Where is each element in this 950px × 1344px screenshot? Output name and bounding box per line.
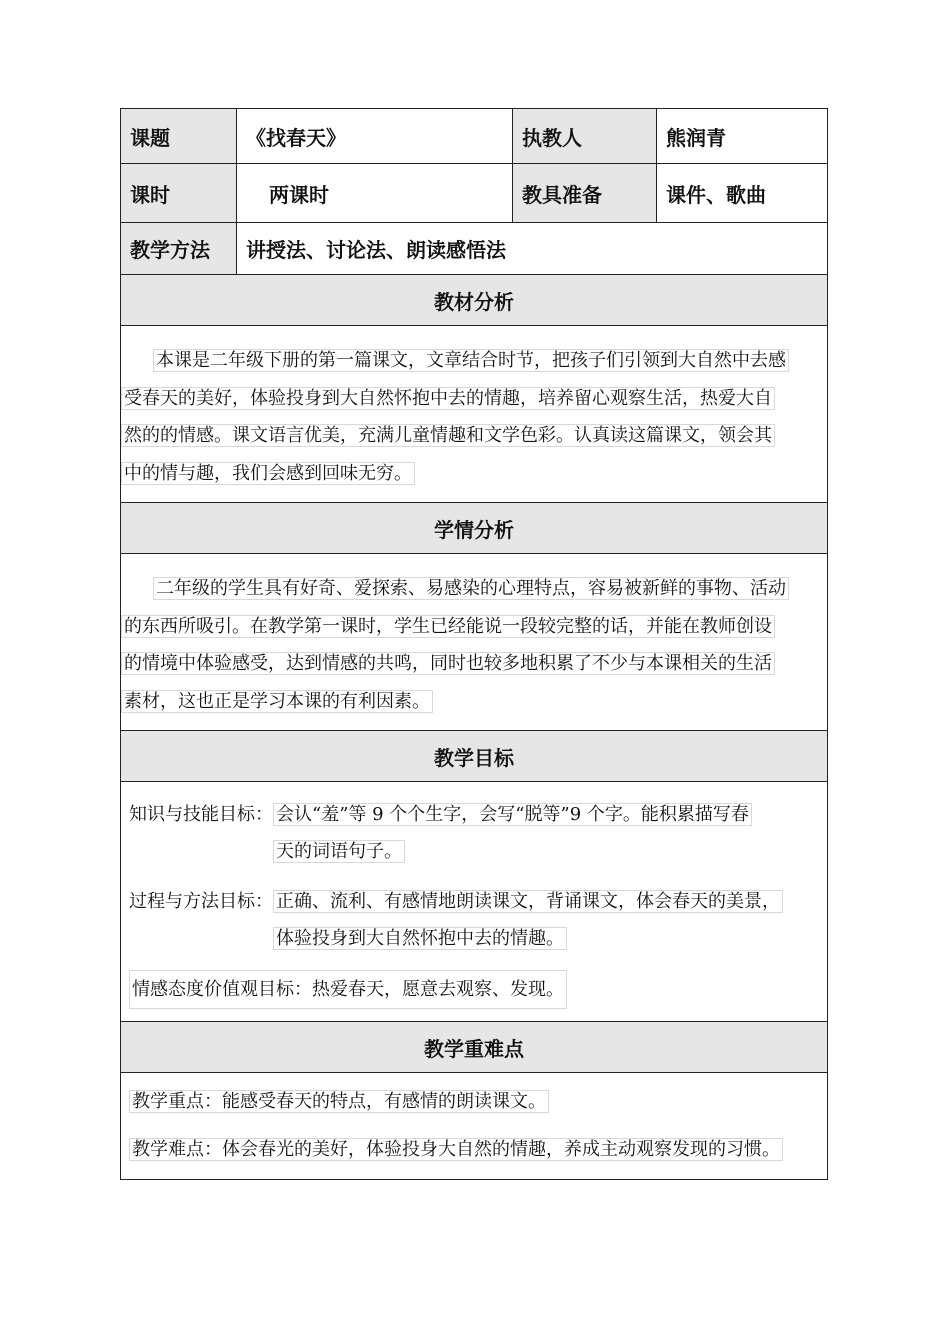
row-students-title	[121, 503, 828, 554]
row-goals-body	[121, 782, 828, 1022]
hours-value: 两课时	[237, 164, 513, 223]
method-value: 讲授法、讨论法、朗读感悟法	[237, 223, 828, 275]
row-topic	[121, 109, 828, 164]
teacher-value: 熊润青	[657, 109, 828, 164]
goal-label: 过程与方法目标：	[129, 891, 273, 912]
goal-item	[129, 883, 827, 957]
goal-text: 热爱春天，愿意去观察、发现。	[312, 979, 564, 1000]
hours-label: 课时	[121, 164, 237, 223]
goal-text: 会认“羞”等 9 个个生字，会写“脱等”9 个字。能积累描写春	[273, 803, 752, 826]
focus-point: 教学重点：能感受春天的特点，有感情的朗读课文。	[129, 1090, 549, 1113]
goal-item	[129, 970, 827, 1009]
goal-text: 天的词语句子。	[273, 840, 405, 863]
goal-label: 情感态度价值观目标：	[132, 979, 312, 1000]
row-students-body	[121, 554, 828, 731]
goals-title: 教学目标	[121, 731, 828, 782]
students-title: 学情分析	[121, 503, 828, 554]
topic-label: 课题	[121, 109, 237, 164]
row-keypoints-body	[121, 1073, 828, 1180]
tools-label: 教具准备	[513, 164, 657, 223]
material-line: 受春天的美好，体验投身到大自然怀抱中去的情趣，培养留心观察生活，热爱大自	[121, 387, 775, 410]
material-paragraph	[121, 326, 828, 503]
row-method	[121, 223, 828, 275]
row-goals-title	[121, 731, 828, 782]
goal-item	[129, 796, 827, 870]
row-material-title	[121, 275, 828, 326]
method-label: 教学方法	[121, 223, 237, 275]
topic-value: 《找春天》	[237, 109, 513, 164]
students-line: 素材，这也正是学习本课的有利因素。	[121, 690, 433, 713]
keypoints-title: 教学重难点	[121, 1022, 828, 1073]
lesson-plan-table	[120, 108, 828, 1180]
tools-value: 课件、歌曲	[657, 164, 828, 223]
difficulty-point: 教学难点：体会春光的美好，体验投身大自然的情趣，养成主动观察发现的习惯。	[129, 1138, 783, 1161]
row-hours	[121, 164, 828, 223]
lesson-plan-document	[120, 108, 827, 1180]
students-line: 二年级的学生具有好奇、爱探索、易感染的心理特点，容易被新鲜的事物、活动	[153, 577, 789, 600]
material-line: 中的情与趣，我们会感到回味无穷。	[121, 462, 415, 485]
material-title: 教材分析	[121, 275, 828, 326]
students-line: 的情境中体验感受，达到情感的共鸣，同时也较多地积累了不少与本课相关的生活	[121, 652, 775, 675]
goal-label: 知识与技能目标：	[129, 804, 273, 825]
students-paragraph	[121, 554, 828, 731]
material-line: 本课是二年级下册的第一篇课文，文章结合时节，把孩子们引领到大自然中去感	[153, 349, 789, 372]
row-keypoints-title	[121, 1022, 828, 1073]
keypoints-list	[121, 1073, 828, 1180]
students-line: 的东西所吸引。在教学第一课时，学生已经能说一段较完整的话，并能在教师创设	[121, 615, 775, 638]
goal-text: 正确、流利、有感情地朗读课文，背诵课文，体会春天的美景，	[273, 890, 783, 913]
row-material-body	[121, 326, 828, 503]
goals-list	[121, 782, 828, 1022]
teacher-label: 执教人	[513, 109, 657, 164]
material-line: 然的的情感。课文语言优美，充满儿童情趣和文学色彩。认真读这篇课文，领会其	[121, 424, 775, 447]
goal-text: 体验投身到大自然怀抱中去的情趣。	[273, 927, 567, 950]
